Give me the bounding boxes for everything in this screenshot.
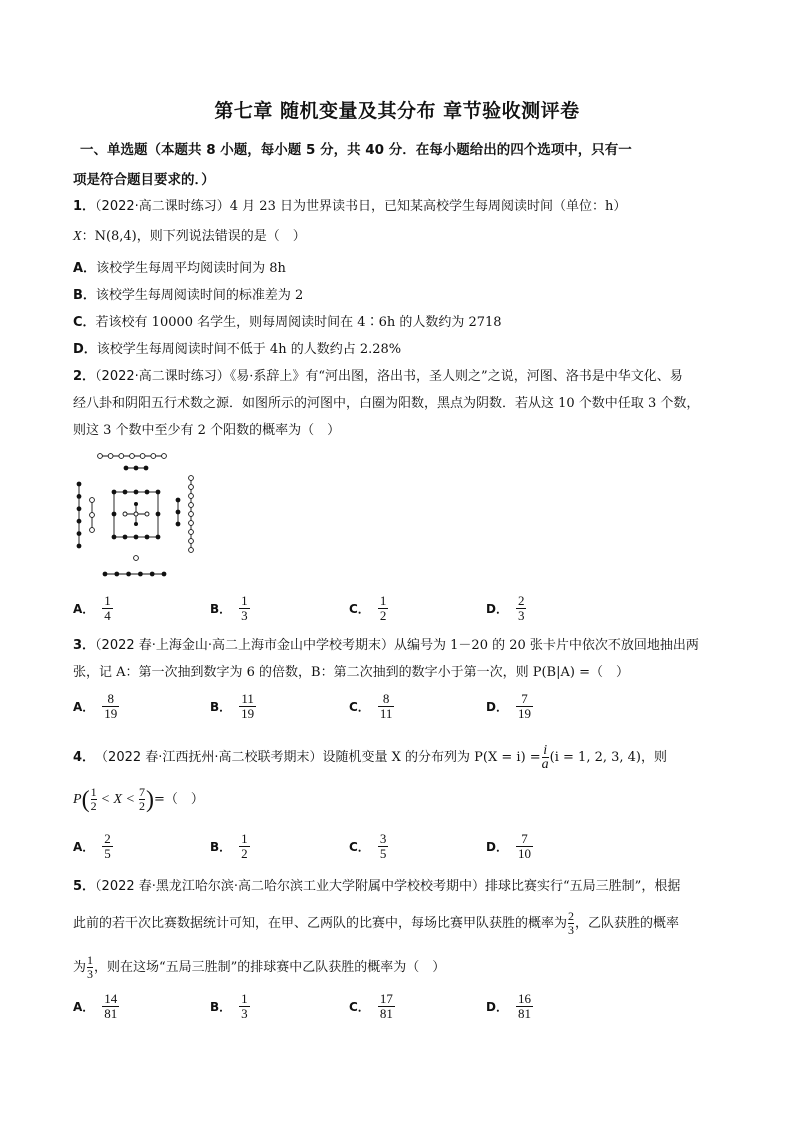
numerator: 1 [241, 831, 248, 846]
option-label: A． [73, 700, 95, 714]
denominator: 5 [104, 846, 111, 861]
q5-line3 [73, 954, 445, 981]
option-label: A． [73, 602, 95, 616]
q5-source: （2022 春·黑龙江哈尔滨·高二哈尔滨工业大学附属中学校校考期中） [95, 879, 486, 894]
option-text: 该校学生每周阅读时间不低于 4h 的人数约占 2.28% [96, 342, 402, 357]
q5-number: 5． [73, 879, 96, 894]
q2-option-c[interactable] [349, 594, 388, 623]
q1-line1 [73, 198, 626, 216]
q5-line1 [73, 878, 680, 896]
q3-option-d[interactable] [486, 692, 533, 721]
q5-stem-line2: 此前的若干次比赛数据统计可知，在甲、乙两队的比赛中，每场比赛甲队获胜的概率为 [73, 915, 568, 931]
option-fraction [516, 832, 533, 861]
q5-option-c[interactable] [349, 992, 395, 1021]
denominator: 4 [104, 608, 111, 623]
q1-option-c[interactable] [73, 314, 502, 332]
option-label: C． [349, 700, 370, 714]
numerator: 1 [379, 593, 387, 608]
option-label: C． [73, 315, 96, 330]
option-fraction [102, 832, 113, 861]
numerator: 16 [517, 991, 531, 1006]
q1-source: （2022·高二课时练习） [95, 199, 230, 214]
q2-option-d[interactable] [486, 594, 526, 623]
q2-stem-line3: 则这 3 个数中至少有 2 个阳数的概率为（ ） [73, 423, 341, 438]
option-label: B． [210, 840, 232, 854]
option-label: C． [349, 1000, 370, 1014]
numerator: 1 [241, 991, 248, 1006]
q5-line2 [73, 910, 679, 937]
option-text: 该校学生每周阅读时间的标准差为 2 [95, 288, 304, 303]
numerator: 7 [521, 691, 528, 706]
option-fraction [516, 992, 533, 1021]
q1-option-b[interactable] [73, 287, 303, 305]
q2-option-a[interactable] [73, 594, 113, 623]
q4-option-a[interactable] [73, 832, 113, 861]
denominator: 11 [379, 706, 393, 721]
q2-option-b[interactable] [210, 594, 250, 623]
option-label: B． [210, 700, 232, 714]
option-label: B． [210, 1000, 232, 1014]
numerator: 2 [568, 909, 575, 923]
q3-option-a[interactable] [73, 692, 119, 721]
q5-stem-line1: 排球比赛实行“五局三胜制”，根据 [485, 879, 681, 894]
top-white-row [98, 454, 167, 459]
q2-source: （2022·高二课时练习） [95, 369, 230, 384]
left-paren: ( [81, 786, 90, 813]
q4-option-d[interactable] [486, 832, 533, 861]
denominator: 3 [87, 967, 94, 981]
q5-team-a-prob [568, 910, 574, 937]
hetu-diagram [70, 452, 200, 582]
denominator: 2 [90, 799, 97, 813]
option-fraction [102, 992, 119, 1021]
option-label: A． [73, 840, 95, 854]
option-text: 若该校有 10000 名学生，则每周阅读时间在 4∶6h 的人数约为 2718 [95, 315, 502, 330]
numerator: 1 [87, 953, 94, 967]
option-label: D． [486, 700, 508, 714]
denominator: 3 [568, 923, 575, 937]
option-label: D． [486, 840, 508, 854]
q5-option-b[interactable] [210, 992, 250, 1021]
numerator: 2 [104, 831, 111, 846]
q4-option-b[interactable] [210, 832, 250, 861]
q5-stem-line2-tail: ，乙队获胜的概率 [575, 915, 680, 931]
option-fraction [378, 992, 395, 1021]
q4-stem-line2-tail: =（ ） [154, 791, 204, 807]
denominator: 3 [241, 608, 248, 623]
option-fraction [378, 832, 389, 861]
numerator: 7 [139, 785, 146, 799]
option-fraction [239, 992, 250, 1021]
q2-number: 2． [73, 369, 96, 384]
numerator: 2 [517, 593, 525, 608]
q2-stem-line2: 经八卦和阴阳五行术数之源．如图所示的河图中，白圈为阳数，黑点为阴数．若从这 10 个数中任取 3 个数， [73, 396, 700, 411]
q5-team-b-prob [87, 954, 93, 981]
option-label: B． [210, 602, 232, 616]
denominator: 2 [139, 799, 146, 813]
option-label: D． [486, 602, 508, 616]
option-fraction [239, 692, 256, 721]
option-label: B． [73, 288, 96, 303]
section-header-line2: 项是符合题目要求的．） [73, 172, 215, 188]
denominator: 19 [241, 706, 255, 721]
q1-number: 1． [73, 199, 96, 214]
q3-option-b[interactable] [210, 692, 256, 721]
numerator: 14 [104, 991, 118, 1006]
denominator: 19 [104, 706, 118, 721]
q2-line1 [73, 368, 683, 386]
q1-line2 [73, 228, 306, 246]
q4-option-c[interactable] [349, 832, 388, 861]
numerator: 7 [521, 831, 528, 846]
numerator: 8 [107, 691, 115, 706]
q1-variable: X [73, 229, 82, 244]
q3-option-c[interactable] [349, 692, 394, 721]
right-paren: ) [146, 786, 155, 813]
denominator: 19 [517, 706, 531, 721]
q5-stem-line3-pre: 为 [73, 959, 87, 975]
option-label: C． [349, 840, 370, 854]
denominator: 10 [517, 846, 531, 861]
denominator: a [541, 757, 549, 772]
denominator: 3 [517, 608, 525, 623]
q2-stem-line1: 《易·系辞上》有“河出图，洛出书，圣人则之”之说，河图、洛书是中华文化、易 [229, 369, 683, 384]
denominator: 5 [379, 846, 387, 861]
option-fraction [378, 594, 389, 623]
q4-inequality: < X < [100, 791, 136, 807]
option-label: A． [73, 261, 97, 276]
numerator: 1 [90, 785, 97, 799]
option-label: C． [349, 602, 370, 616]
q3-stem-line2: 张，记 A：第一次抽到数字为 6 的倍数，B：第二次抽到的数字小于第一次，则 P(B|A) =（ ） [73, 665, 629, 680]
option-fraction [516, 692, 533, 721]
q3-source: （2022 春·上海金山·高二上海市金山中学校考期末） [95, 638, 395, 653]
option-fraction [378, 692, 395, 721]
option-label: D． [486, 1000, 508, 1014]
option-text: 该校学生每周平均阅读时间为 8h [96, 261, 286, 276]
q3-line1 [73, 637, 699, 655]
q4-stem-line1-tail: (i = 1, 2, 3, 4)，则 [549, 749, 668, 765]
numerator: 8 [382, 691, 390, 706]
option-fraction [239, 832, 250, 861]
option-fraction [102, 594, 113, 623]
q5-stem-line3: ，则在这场“五局三胜制”的排球赛中乙队获胜的概率为（ ） [94, 959, 446, 975]
denominator: 81 [104, 1006, 118, 1021]
denominator: 2 [241, 846, 248, 861]
q1-distribution: ：N(8,4) [81, 229, 137, 244]
q4-upper-bound [139, 786, 145, 813]
q4-line1 [73, 744, 667, 771]
numerator: i [543, 743, 548, 758]
q1-stem-line2: ，则下列说法错误的是（ ） [136, 229, 306, 244]
numerator: 3 [379, 831, 387, 846]
page-title: 第七章 随机变量及其分布 章节验收测评卷 [214, 100, 580, 122]
q5-option-d[interactable] [486, 992, 533, 1021]
denominator: 81 [517, 1006, 531, 1021]
denominator: 2 [379, 608, 387, 623]
q4-source: （2022 春·江西抚州·高二校联考期末） [95, 749, 323, 765]
q1-option-d[interactable] [73, 341, 401, 359]
q3-stem-line1: 从编号为 1－20 的 20 张卡片中依次不放回地抽出两 [394, 638, 699, 653]
numerator: 1 [241, 593, 248, 608]
q4-lower-bound [91, 786, 97, 813]
q4-prob-symbol: P [73, 791, 82, 807]
option-fraction [239, 594, 250, 623]
q4-line2 [73, 786, 204, 813]
option-fraction [102, 692, 119, 721]
option-fraction [516, 594, 527, 623]
numerator: 11 [241, 691, 254, 706]
q4-number: 4． [73, 749, 96, 765]
denominator: 81 [379, 1006, 393, 1021]
section-header-line1: 一、单选题（本题共 8 小题，每小题 5 分，共 40 分．在每小题给出的四个选项中，只有一 [80, 142, 632, 158]
option-label: D． [73, 342, 97, 357]
q3-number: 3． [73, 638, 96, 653]
q5-option-a[interactable] [73, 992, 119, 1021]
numerator: 17 [379, 991, 393, 1006]
denominator: 3 [241, 1006, 248, 1021]
option-label: A． [73, 1000, 95, 1014]
q4-stem-line1: 设随机变量 X 的分布列为 P(X = i) = [322, 749, 541, 765]
q1-option-a[interactable] [73, 260, 286, 278]
q1-stem-line1: 4 月 23 日为世界读书日，已知某高校学生每周阅读时间（单位：h） [229, 199, 627, 214]
q4-distribution-fraction [542, 744, 549, 771]
numerator: 1 [104, 593, 111, 608]
